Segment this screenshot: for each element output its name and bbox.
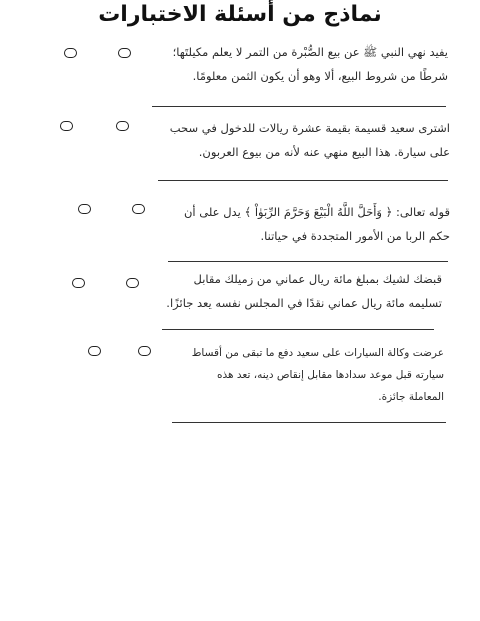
question-5: [154, 342, 444, 408]
question-5-line-3: المعاملة جائزة.: [378, 391, 444, 403]
question-2-line-1: اشترى سعيد قسيمة بقيمة عشرة ريالات للدخول في سحب: [169, 121, 450, 135]
question-4: [142, 267, 442, 315]
page-title: نماذج من أسئلة الاختبارات: [98, 2, 382, 27]
question-4-line-2: تسليمه مائة ريال عماني نقدًا في المجلس نفسه يعد جائزًا.: [166, 296, 442, 310]
option-true-5[interactable]: [138, 346, 151, 356]
option-true-1[interactable]: [118, 48, 131, 58]
question-3-line-1: قوله تعالى: ﴿ وَأَحَلَّ اللَّهُ الْبَيْعَ وَحَرَّمَ الرِّبَوٰاْ ﴾ يدل على أن: [183, 205, 450, 219]
option-false-1[interactable]: [64, 48, 77, 58]
question-5-line-1: عرضت وكالة السيارات على سعيد دفع ما تبقى من أقساط: [191, 347, 444, 359]
question-1-line-1: يفيد نهي النبي ﷺ عن بيع الصُّبْرة من التمر لا يعلم مكيلتَها؛: [172, 45, 448, 59]
question-3: [150, 200, 450, 248]
option-false-4[interactable]: [72, 278, 85, 288]
question-3-line-2: حكم الربا من الأمور المتجددة في حياتنا.: [260, 229, 450, 243]
separator-1: [152, 106, 446, 107]
question-5-line-2: سيارته قبل موعد سدادها مقابل إنقاص دينه، تعد هذه: [217, 369, 444, 381]
separator-4: [162, 329, 434, 330]
option-true-4[interactable]: [126, 278, 139, 288]
option-false-2[interactable]: [60, 121, 73, 131]
option-true-2[interactable]: [116, 121, 129, 131]
question-1: [148, 40, 448, 88]
separator-2: [158, 180, 448, 181]
question-4-line-1: قبضك لشيك بمبلغ مائة ريال عماني من زميلك مقابل: [193, 272, 442, 286]
separator-3: [168, 261, 448, 262]
question-2: [150, 116, 450, 164]
separator-5: [172, 422, 446, 423]
question-2-line-2: على سيارة. هذا البيع منهي عنه لأنه من بيوع العربون.: [198, 145, 450, 159]
option-false-5[interactable]: [88, 346, 101, 356]
option-true-3[interactable]: [132, 204, 145, 214]
option-false-3[interactable]: [78, 204, 91, 214]
question-1-line-2: شرطًا من شروط البيع، ألا وهو أن يكون الثمن معلومًا.: [192, 69, 448, 83]
